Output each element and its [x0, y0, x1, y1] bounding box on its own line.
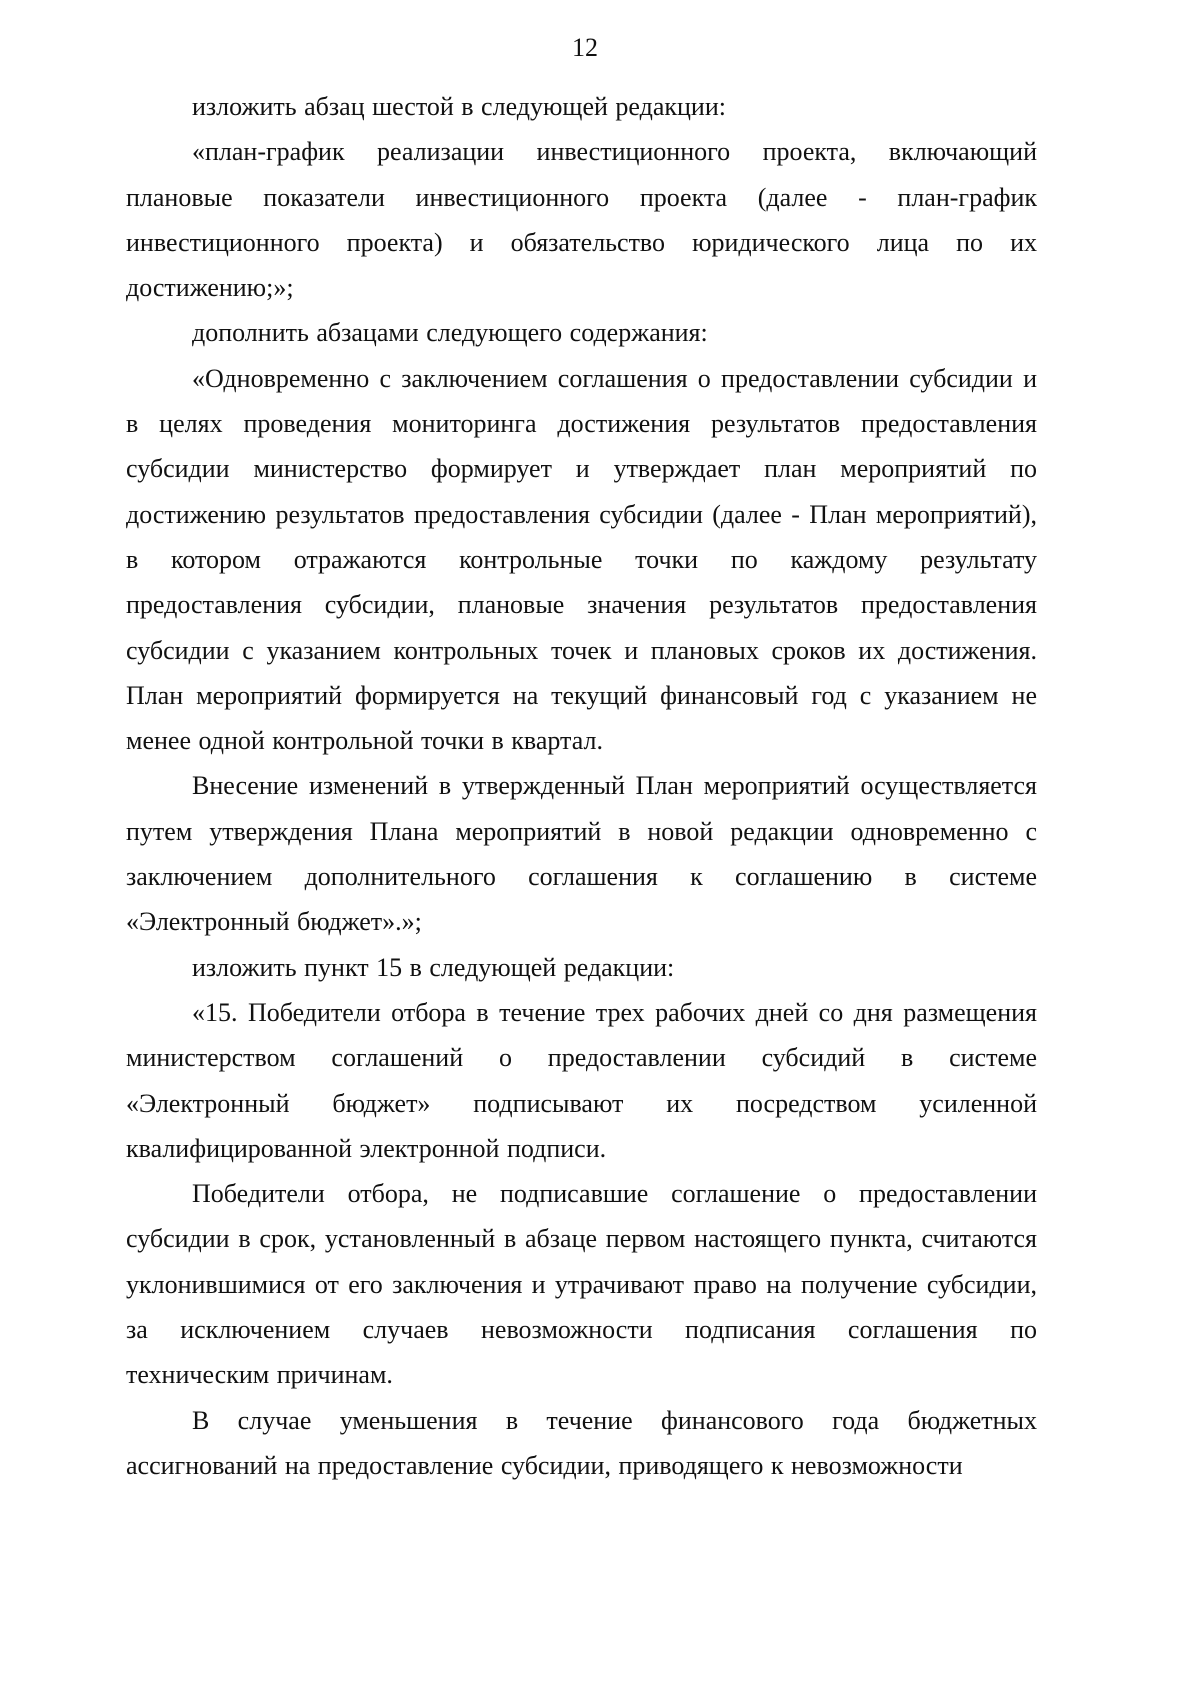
paragraph-instruction-add: дополнить абзацами следующего содержания: [192, 318, 708, 348]
document-body [126, 84, 1037, 1488]
paragraph-instruction-point-15: изложить пункт 15 в следующей редакции: [192, 952, 675, 982]
paragraph-budget-reduction: В случае уменьшения в течение финансового года бюджетных ассигнований на предоставление субсидии, приводящего к невозможности [126, 1405, 1037, 1480]
paragraph-instruction-sixth: изложить абзац шестой в следующей редакции: [192, 92, 726, 121]
page-number: 12 [572, 33, 598, 62]
paragraph-plan-schedule: «план-график реализации инвестиционного проекта, включающий плановые показатели инвестиционного проекта (далее - план-график инвестиционного проекта) и обязательство юридического лица по их достижению;»; [126, 137, 1037, 303]
paragraph-action-plan: «Одновременно с заключением соглашения о предоставлении субсидии и в целях проведения мониторинга достижения результатов предоставления субсидии министерство формирует и утверждает план мероприятий по достижению результатов предоставления субсидии (далее - План мероприятий), в котором отражаются контрольные точки по каждому результату предоставления субсидии, плановые значения результатов предоставления субсидии с указанием контрольных точек и плановых сроков их достижения. План мероприятий формируется на текущий финансовый год с указанием не менее одной контрольной точки в квартал. [126, 363, 1037, 756]
paragraph-winners-not-signed: Победители отбора, не подписавшие соглашение о предоставлении субсидии в срок, установленный в абзаце первом настоящего пункта, считаются уклонившимися от его заключения и утрачивают право на получение субсидии, за исключением случаев невозможности подписания соглашения по техническим причинам. [126, 1179, 1037, 1390]
paragraph-plan-changes: Внесение изменений в утвержденный План мероприятий осуществляется путем утверждения Плана мероприятий в новой редакции одновременно с заключением дополнительного соглашения к соглашению в системе «Электронный бюджет».»; [126, 771, 1037, 937]
paragraph-point-15: «15. Победители отбора в течение трех рабочих дней со дня размещения министерством соглашений о предоставлении субсидий в системе «Электронный бюджет» подписывают их посредством усиленной квалифицированной электронной подписи. [126, 997, 1037, 1163]
